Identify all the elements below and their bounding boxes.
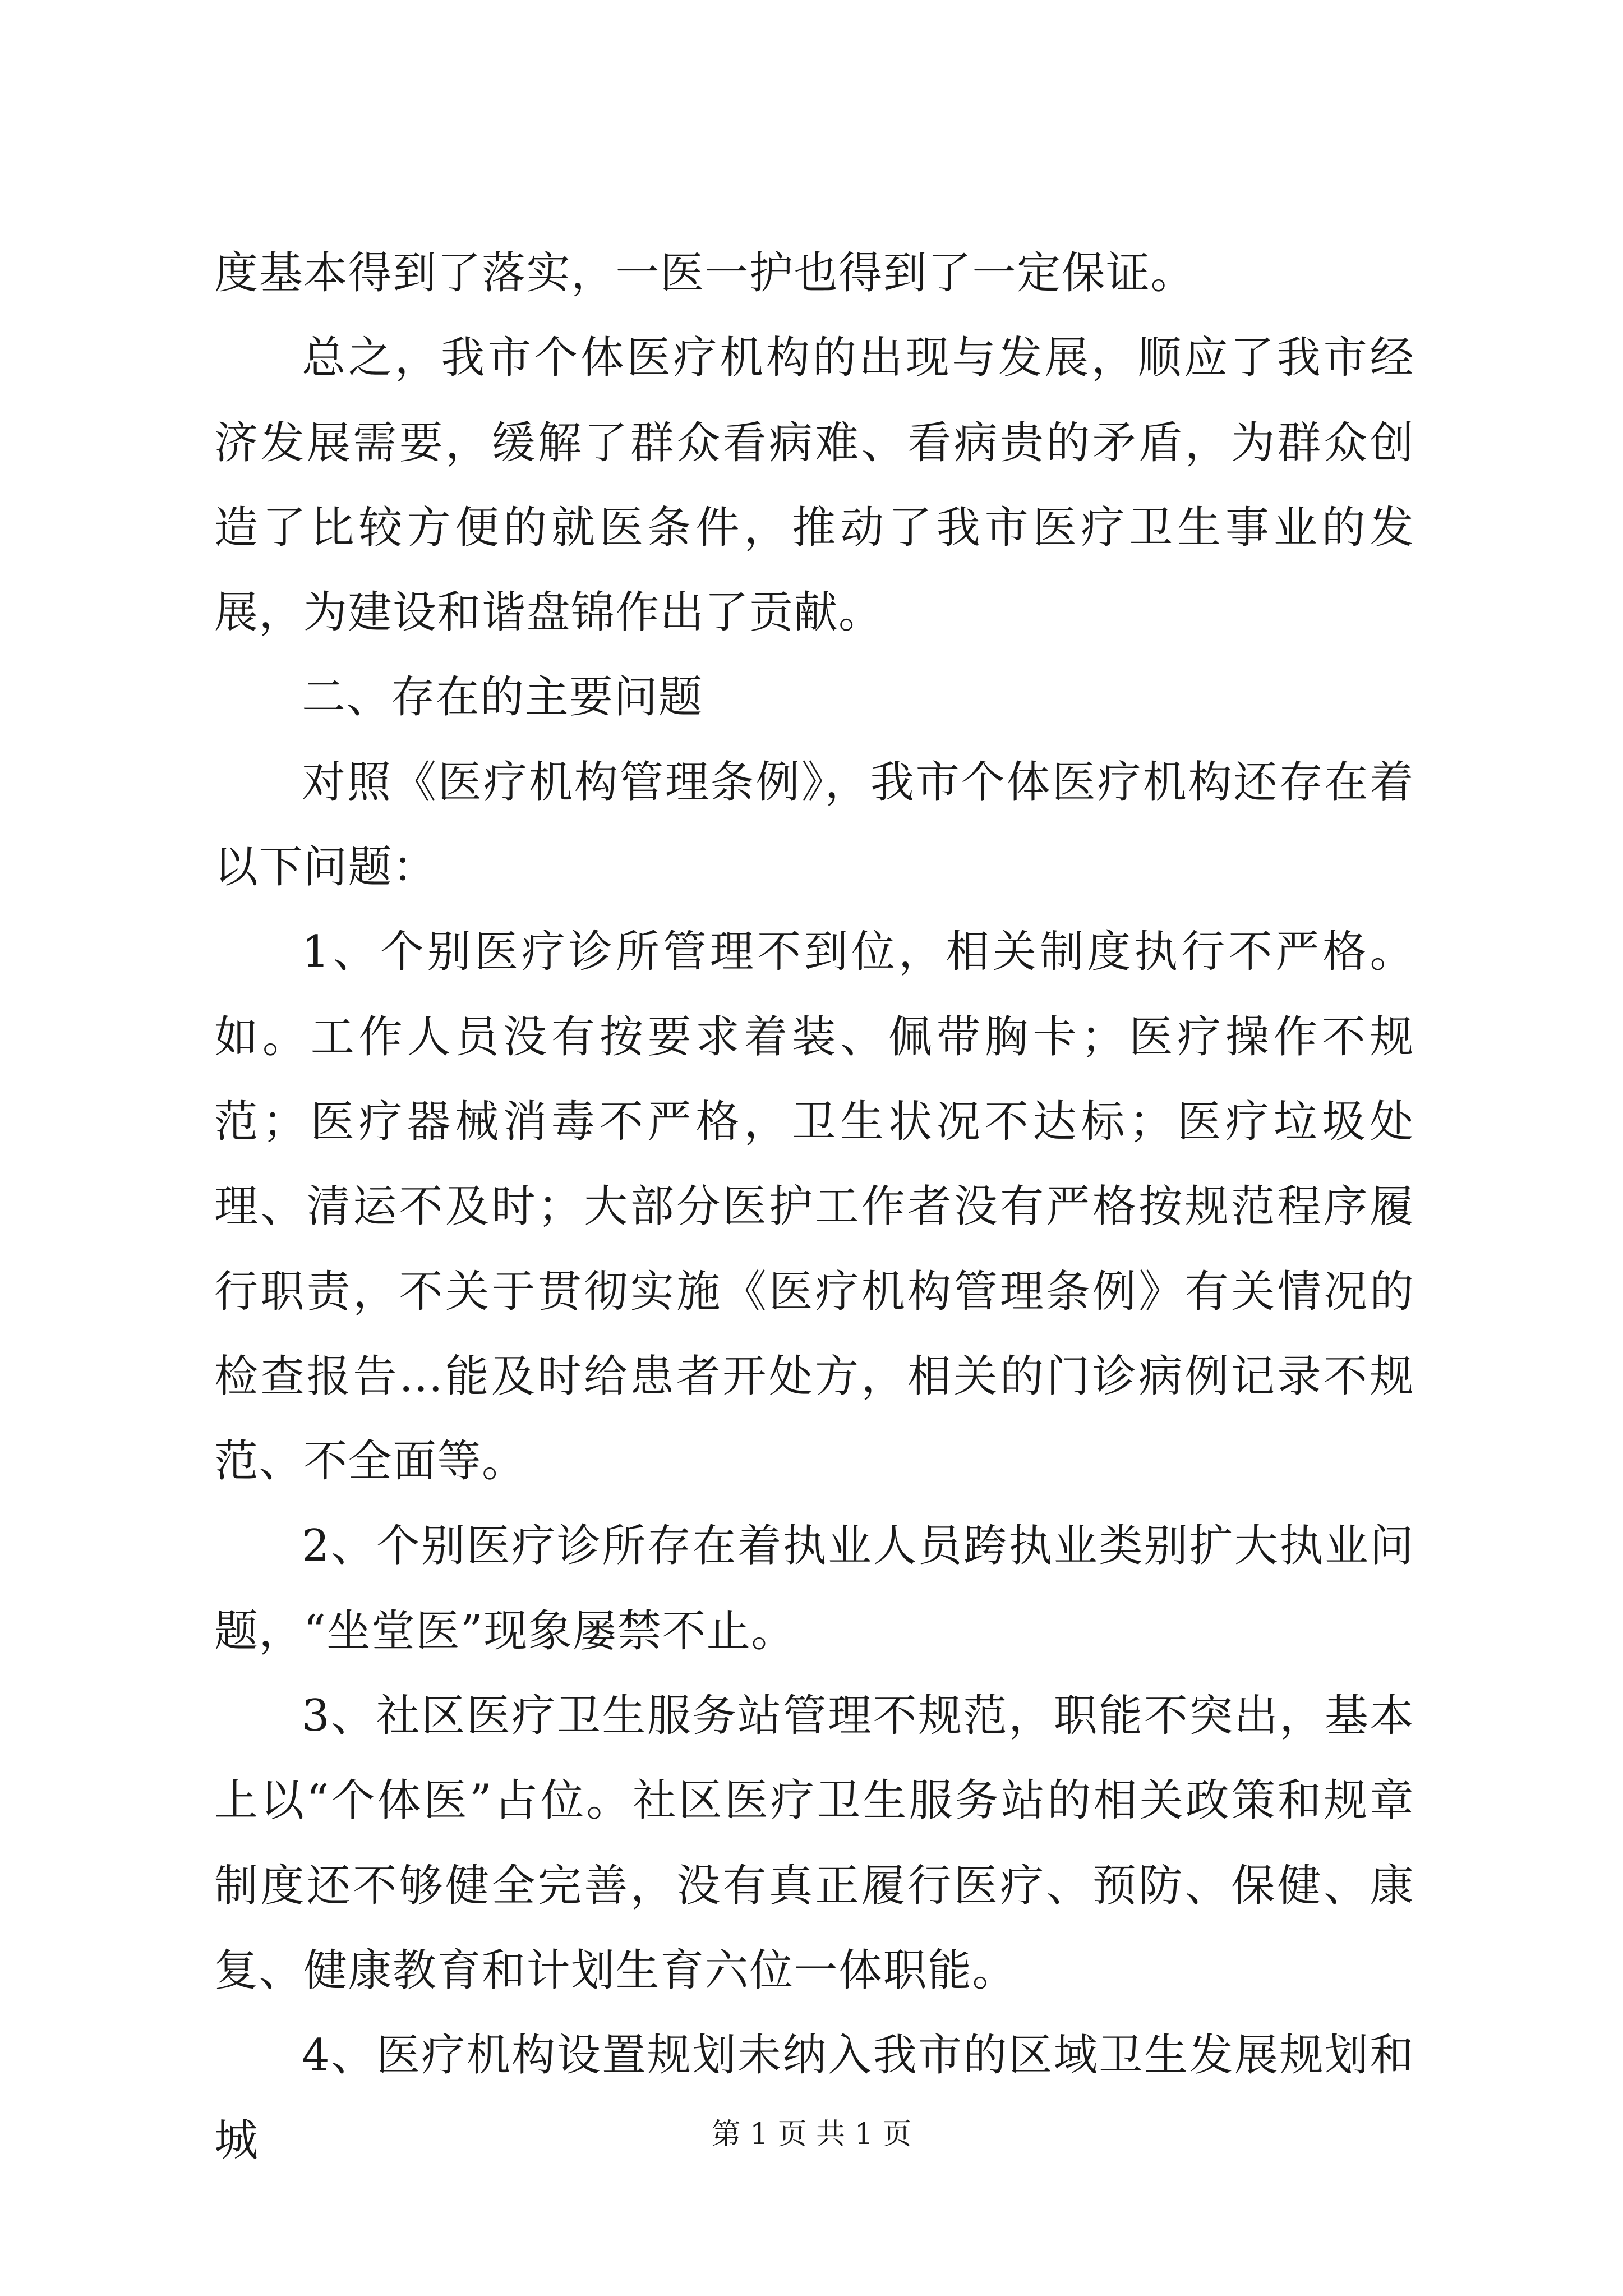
section-heading: 二、存在的主要问题 bbox=[302, 672, 703, 723]
document-body bbox=[214, 231, 1414, 2183]
paragraph-8: 4、医疗机构设置规划未纳入我市的区域卫生发展规划和城 bbox=[214, 2030, 1414, 2166]
paragraph-7: 3、社区医疗卫生服务站管理不规范，职能不突出，基本上以“个体医”占位。社区医疗卫生服务站的相关政策和规章制度还不够健全完善，没有真正履行医疗、预防、保健、康复、健康教育和计划生育六位一体职能。 bbox=[214, 1691, 1414, 1996]
paragraph-1: 度基本得到了落实，一医一护也得到了一定保证。 bbox=[214, 248, 1196, 298]
paragraph-6: 2、个别医疗诊所存在着执业人员跨执业类别扩大执业问题，“坐堂医”现象屡禁不止。 bbox=[214, 1521, 1414, 1657]
paragraph-5: 1、个别医疗诊所管理不到位，相关制度执行不严格。如。工作人员没有按要求着装、佩带胸卡；医疗操作不规范；医疗器械消毒不严格，卫生状况不达标；医疗垃圾处理、清运不及时；大部分医护工作者没有严格按规范程序履行职责，不关于贯彻实施《医疗机构管理条例》有关情况的检查报告...能及时给患者开处方，相关的门诊病例记录不规范、不全面等。 bbox=[214, 927, 1414, 1487]
page-footer: 第 1 页 共 1 页 bbox=[711, 2118, 912, 2151]
paragraph-2: 总之，我市个体医疗机构的出现与发展，顺应了我市经济发展需要，缓解了群众看病难、看病贵的矛盾，为群众创造了比较方便的就医条件，推动了我市医疗卫生事业的发展，为建设和谐盘锦作出了贡献。 bbox=[214, 333, 1414, 638]
paragraph-4: 对照《医疗机构管理条例》，我市个体医疗机构还存在着以下问题： bbox=[214, 757, 1414, 893]
